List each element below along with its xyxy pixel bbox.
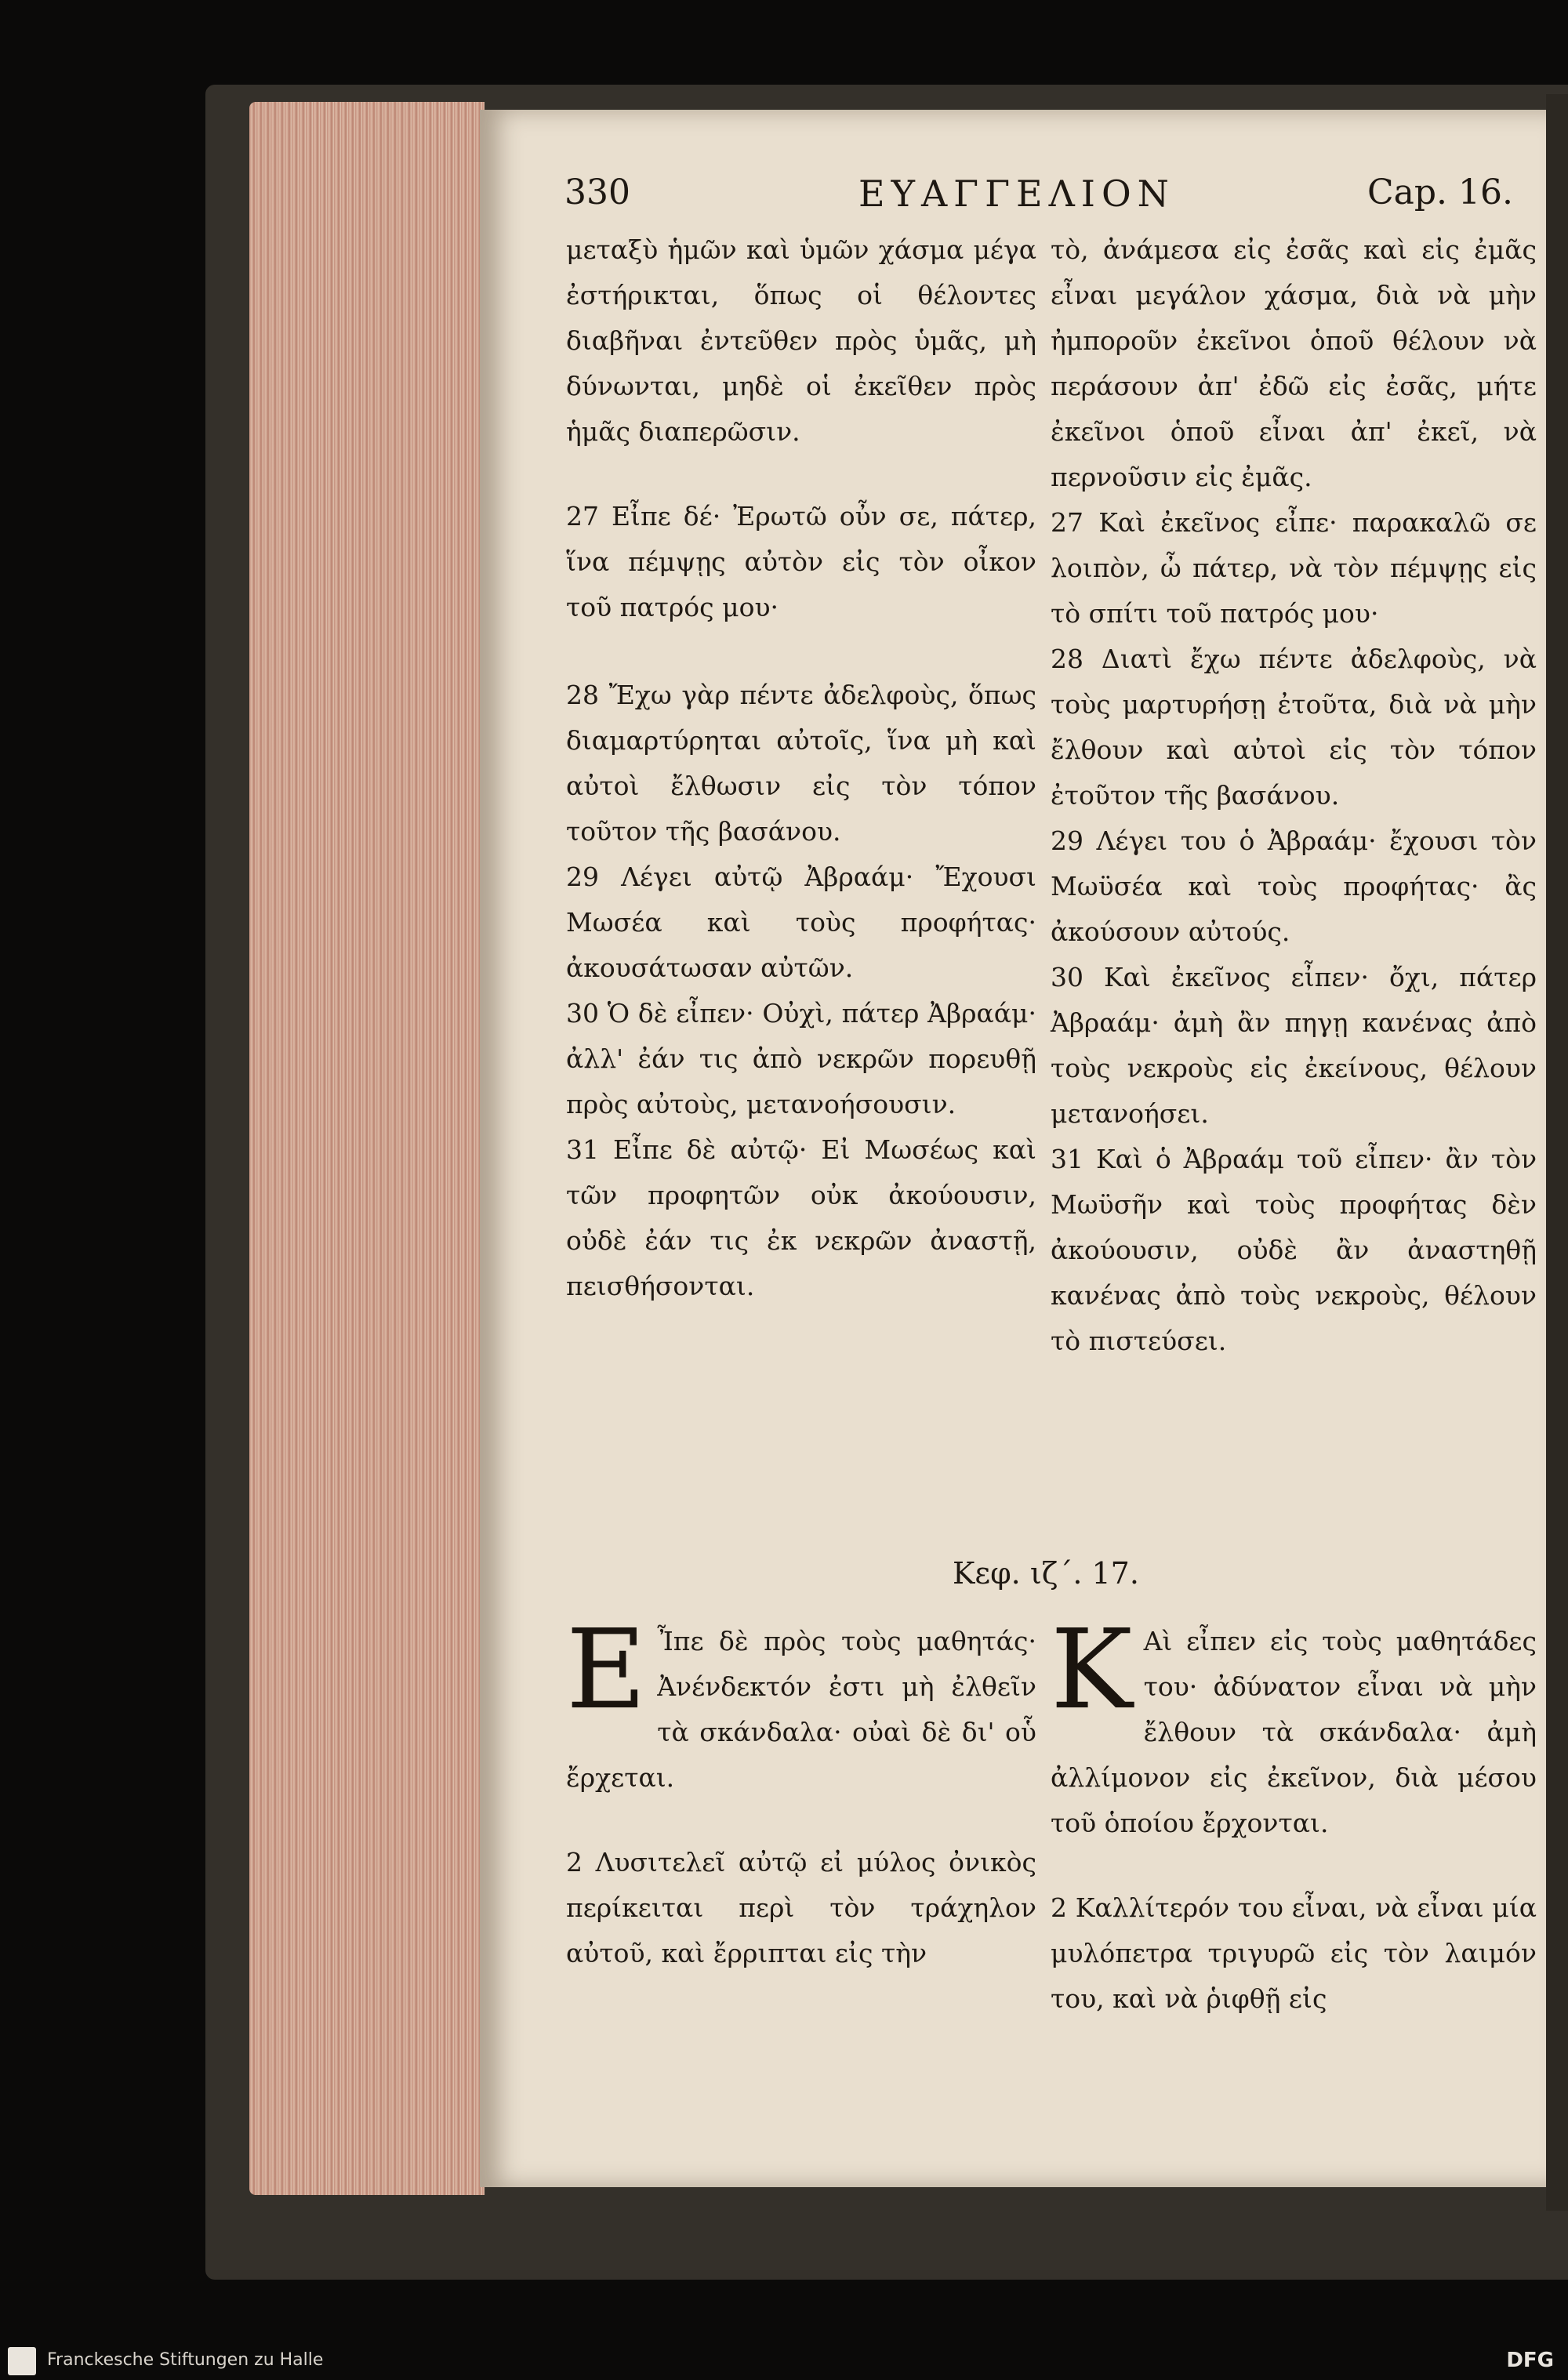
verse-31: 31 Καὶ ὁ Ἀβραάμ τοῦ εἶπεν· ἂν τὸν Μωϋσῆν καὶ τοὺς προφήτας δὲν ἀκούουσιν, οὐδὲ ἂν ἀναστηθῇ κανένας ἀπὸ τοὺς νεκροὺς, θέλουν τὸ πιστεύσει. <box>1051 1144 1537 1356</box>
paragraph: τὸ, ἀνάμεσα εἰς ἐσᾶς καὶ εἰς ἐμᾶς εἶναι μεγάλον χάσμα, διὰ νὰ μὴν ἠμποροῦν ἐκεῖνοι ὁποῦ θέλουν νὰ περάσουν ἀπ' ἐδῶ εἰς ἐσᾶς, μήτε ἐκεῖνοι ὁποῦ εἶναι ἀπ' ἐκεῖ, νὰ περνοῦσιν εἰς ἐμᾶς. <box>1051 234 1537 492</box>
right-column <box>1051 227 1537 1364</box>
verse-28: 28 Ἔχω γὰρ πέντε ἀδελφοὺς, ὅπως διαμαρτύρηται αὐτοῖς, ἵνα μὴ καὶ αὐτοὶ ἔλθωσιν εἰς τὸν τόπον τοῦτον τῆς βασάνου. <box>566 680 1036 847</box>
verse-30: 30 Ὁ δὲ εἶπεν· Οὐχὶ, πάτερ Ἀβραάμ· ἀλλ' ἐάν τις ἀπὸ νεκρῶν πορευθῇ πρὸς αὐτοὺς, μετανοήσουσιν. <box>566 998 1036 1119</box>
page-title: ΕΥΑΓΓΕΛΙΟΝ <box>858 172 1175 215</box>
verse-1 <box>566 1606 1036 1801</box>
verse-29: 29 Λέγει του ὁ Ἀβραάμ· ἔχουσι τὸν Μωϋσέα καὶ τοὺς προφήτας· ἂς ἀκούσουν αὐτούς. <box>1051 825 1537 947</box>
institution-name: Franckesche Stiftungen zu Halle <box>47 2350 324 2370</box>
page-edges <box>249 102 485 2195</box>
book-edge <box>1546 94 1568 2211</box>
drop-cap: K <box>1051 1606 1133 1734</box>
verse-30: 30 Καὶ ἐκεῖνος εἶπεν· ὄχι, πάτερ Ἀβραάμ· ἀμὴ ἂν πηγῃ κανένας ἀπὸ τοὺς νεκροὺς εἰς ἐκείνους, θέλουν μετανοήσει. <box>1051 962 1537 1129</box>
verse-1 <box>1051 1606 1537 1846</box>
verse-27: 27 Εἶπε δέ· Ἐρωτῶ οὖν σε, πάτερ, ἵνα πέμψῃς αὐτὸν εἰς τὸν οἶκον τοῦ πατρός μου· <box>566 501 1036 622</box>
verse-2: 2 Λυσιτελεῖ αὐτῷ εἰ μύλος ὀνικὸς περίκειται περὶ τὸν τράχηλον αὐτοῦ, καὶ ἔρριπται εἰς τὴν <box>566 1847 1036 1968</box>
dfg-logo: DFG <box>1506 2349 1554 2372</box>
chapter17-right-column <box>1051 1606 1537 2061</box>
chapter-heading: Κεφ. ιζ΄. 17. <box>953 1556 1139 1591</box>
verse-27: 27 Καὶ ἐκεῖνος εἶπε· παρακαλῶ σε λοιπὸν, ὦ πάτερ, νὰ τὸν πέμψῃς εἰς τὸ σπίτι τοῦ πατρός μου· <box>1051 507 1537 629</box>
verse-text: Αὶ εἶπεν εἰς τοὺς μαθητάδες του· ἀδύνατον εἶναι νὰ μὴν ἔλθουν τὰ σκάνδαλα· ἀμὴ ἀλλίμονον εἰς ἐκεῖνον, διὰ μέσου τοῦ ὁποίου ἔρχονται. <box>1051 1626 1537 1838</box>
verse-2: 2 Καλλίτερόν του εἶναι, νὰ εἶναι μία μυλόπετρα τριγυρῶ εἰς τὸν λαιμόν του, καὶ νὰ ῥιφθῇ εἰς <box>1051 1892 1537 2014</box>
chapter-reference: Cap. 16. <box>1367 172 1513 212</box>
verse-29: 29 Λέγει αὐτῷ Ἀβραάμ· Ἔχουσι Μωσέα καὶ τοὺς προφήτας· ἀκουσάτωσαν αὐτῶν. <box>566 862 1036 983</box>
running-head <box>564 172 1513 219</box>
drop-cap: E <box>566 1606 647 1734</box>
footer-bar <box>0 2344 1568 2380</box>
verse-28: 28 Διατὶ ἔχω πέντε ἀδελφοὺς, νὰ τοὺς μαρτυρήσῃ ἐτοῦτα, διὰ νὰ μὴν ἔλθουν καὶ αὐτοὶ εἰς τὸν τόπον ἐτοῦτον τῆς βασάνου. <box>1051 644 1537 811</box>
institution-logo-icon <box>8 2347 36 2375</box>
chapter17-left-column <box>566 1606 1036 2015</box>
verse-31: 31 Εἶπε δὲ αὐτῷ· Εἰ Μωσέως καὶ τῶν προφητῶν οὐκ ἀκούουσιν, οὐδὲ ἐάν τις ἐκ νεκρῶν ἀναστῇ, πεισθήσονται. <box>566 1134 1036 1301</box>
paragraph: μεταξὺ ἡμῶν καὶ ὑμῶν χάσμα μέγα ἐστήρικται, ὅπως οἱ θέλοντες διαβῆναι ἐντεῦθεν πρὸς ὑμᾶς, μὴ δύνωνται, μηδὲ οἱ ἐκεῖθεν πρὸς ἡμᾶς διαπερῶσιν. <box>566 234 1036 447</box>
page-number: 330 <box>564 172 630 212</box>
left-column <box>566 227 1036 1309</box>
verse-text: Ἶπε δὲ πρὸς τοὺς μαθητάς· Ἀνένδεκτόν ἐστι μὴ ἐλθεῖν τὰ σκάνδαλα· οὐαὶ δὲ δι' οὗ ἔρχεται. <box>566 1626 1036 1793</box>
